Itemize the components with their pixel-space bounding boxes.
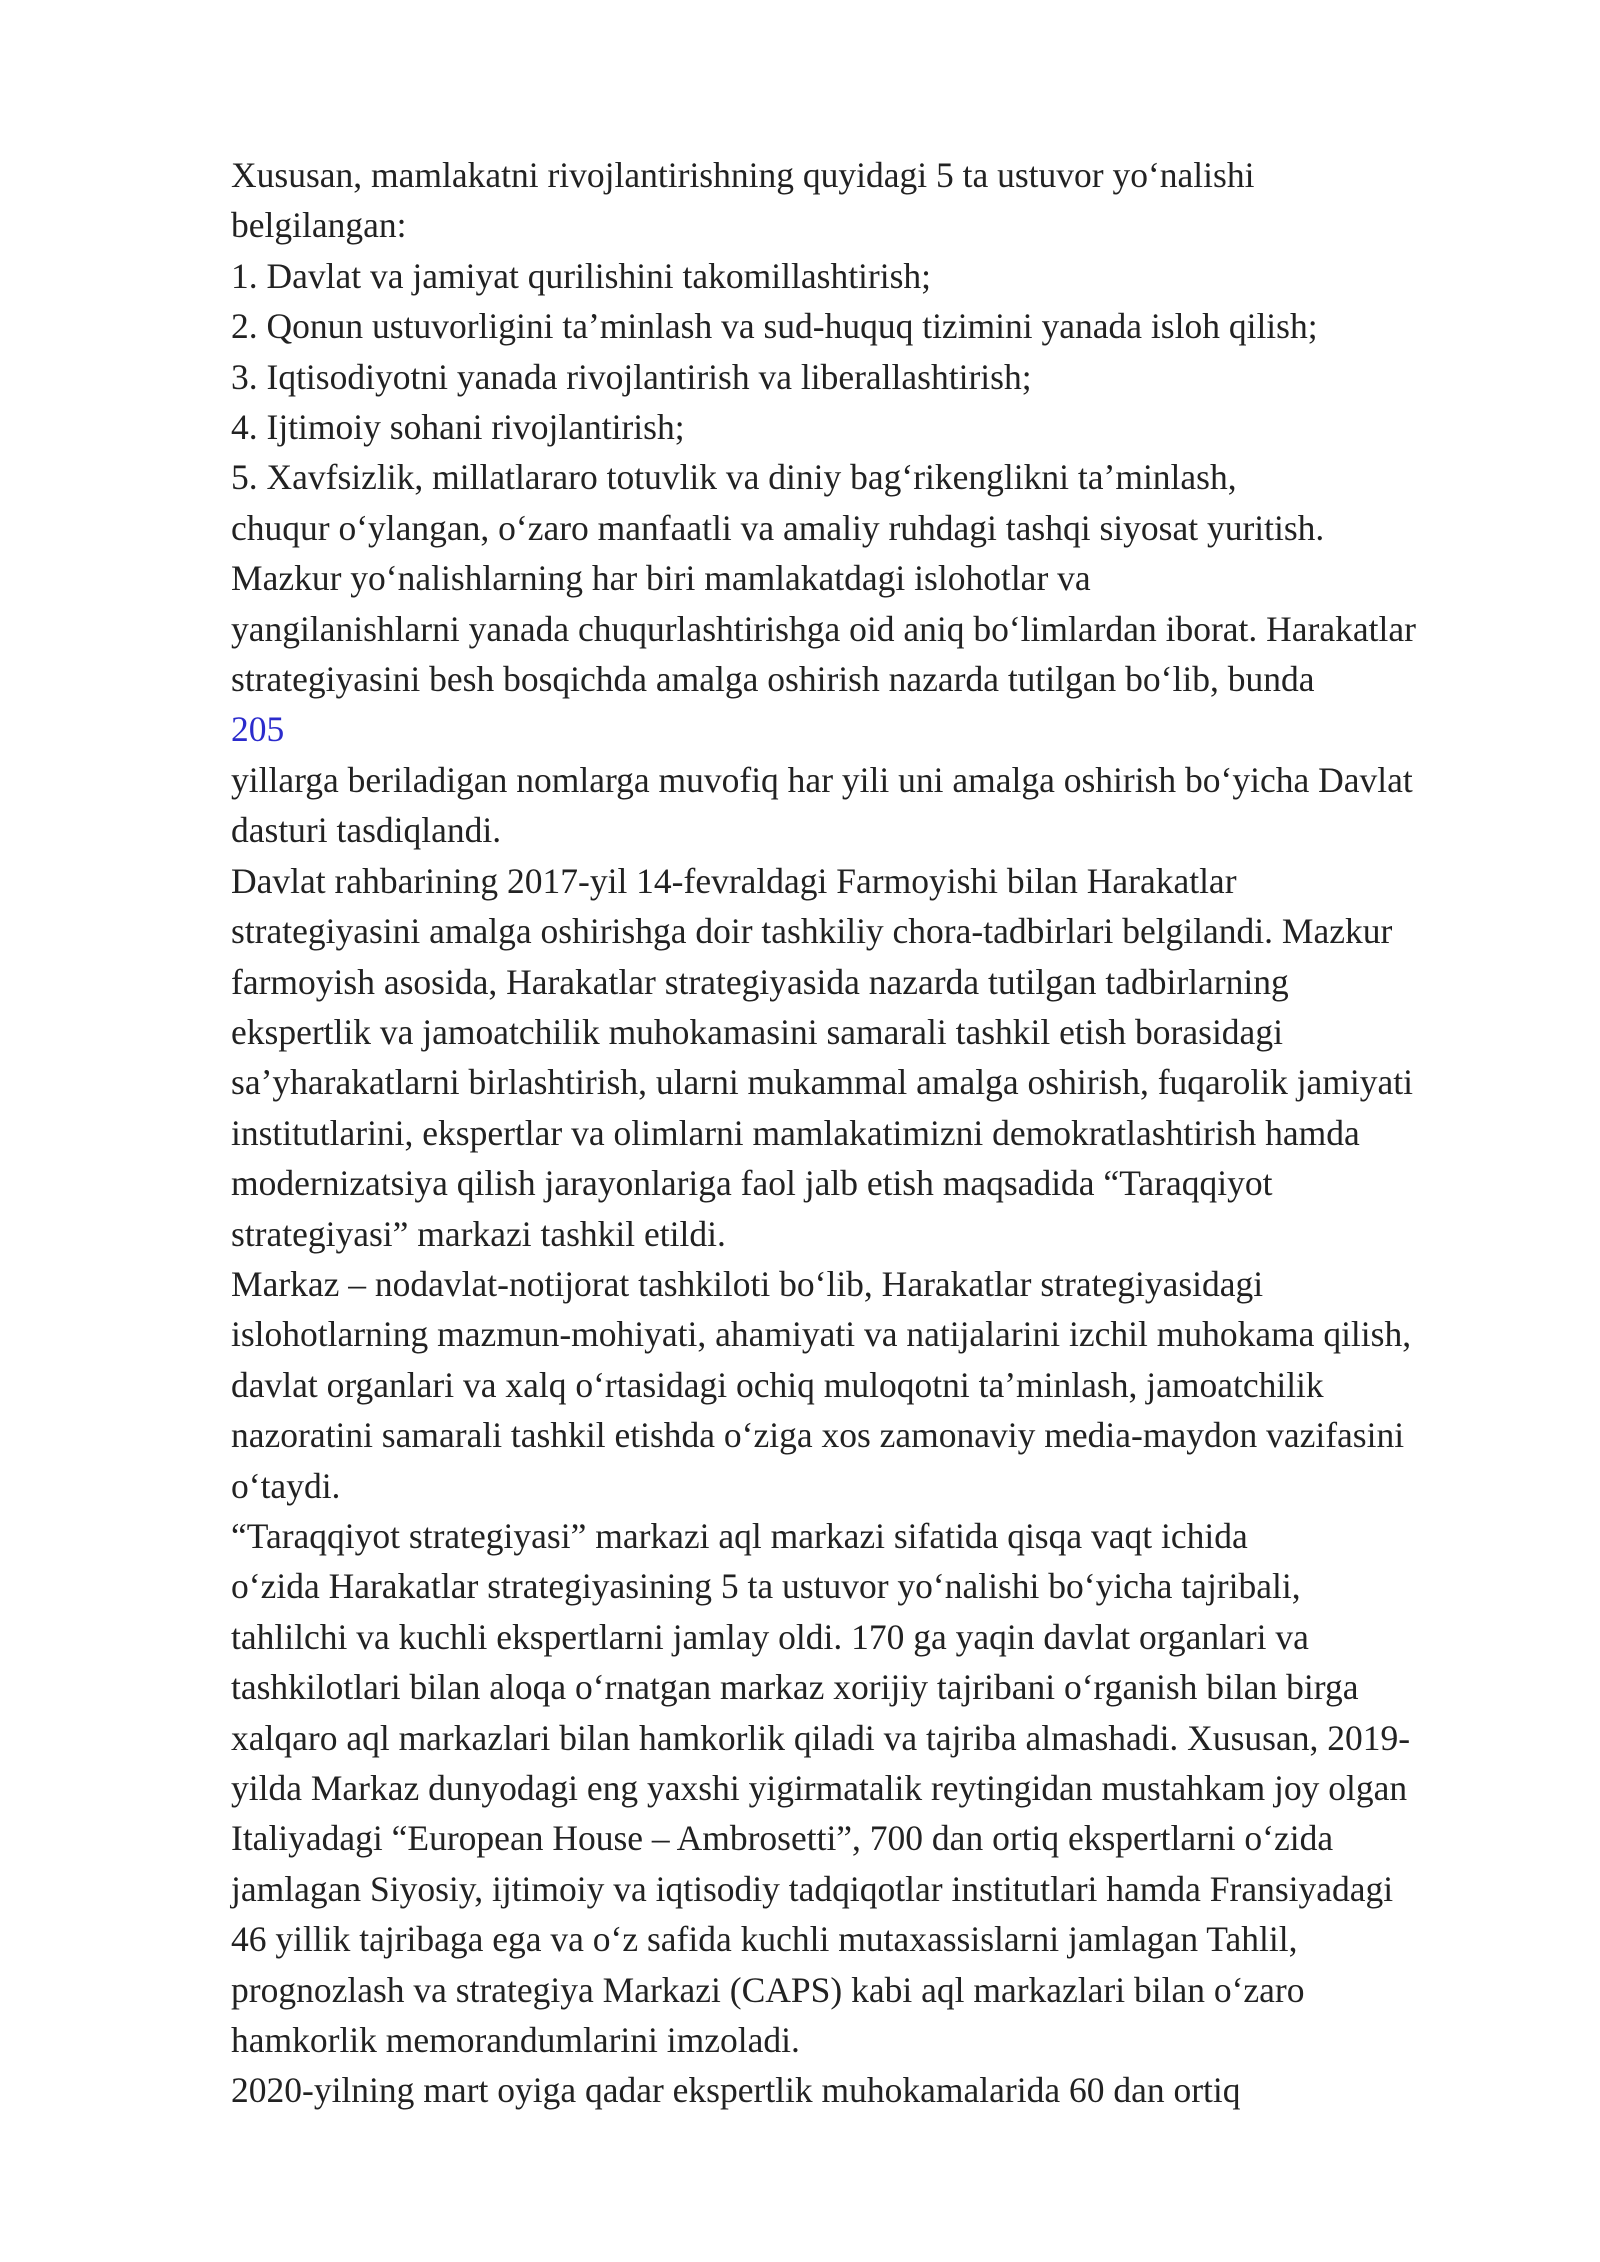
text-line: strategiyasi” markazi tashkil etildi. bbox=[231, 1213, 726, 1254]
text-line: islohotlarning mazmun-mohiyati, ahamiyati va natijalarini izchil muhokama qilish, bbox=[231, 1314, 1412, 1355]
text-line: ekspertlik va jamoatchilik muhokamasini samarali tashkil etish borasidagi bbox=[231, 1011, 1283, 1052]
text-line: farmoyish asosida, Harakatlar strategiyasida nazarda tutilgan tadbirlarning bbox=[231, 961, 1289, 1002]
text-line: yilda Markaz dunyodagi eng yaxshi yigirmatalik reytingidan mustahkam joy olgan bbox=[231, 1768, 1408, 1808]
text-line: belgilangan: bbox=[231, 205, 407, 246]
text-line: Markaz – nodavlat-notijorat tashkiloti boʻlib, Harakatlar strategiyasidagi bbox=[231, 1263, 1264, 1304]
text-line: 46 yillik tajribaga ega va oʻz safida kuchli mutaxassislarni jamlagan Tahlil, bbox=[231, 1919, 1298, 1960]
text-line: institutlarini, ekspertlar va olimlarni mamlakatimizni demokratlashtirish hamda bbox=[231, 1112, 1360, 1153]
text-line: prognozlash va strategiya Markazi (CAPS) kabi aql markazlari bilan oʻzaro bbox=[231, 1969, 1305, 2010]
text-line: nazoratini samarali tashkil etishda oʻziga xos zamonaviy media-maydon vazifasini bbox=[231, 1415, 1405, 1456]
text-line: strategiyasini besh bosqichda amalga oshirish nazarda tutilgan boʻlib, bunda bbox=[231, 659, 1315, 700]
text-line: tashkilotlari bilan aloqa oʻrnatgan markaz xorijiy tajribani oʻrganish bilan birga bbox=[231, 1667, 1359, 1708]
text-line: davlat organlari va xalq oʻrtasidagi ochiq muloqotni taʼminlash, jamoatchilik bbox=[231, 1364, 1324, 1405]
list-item: 4. Ijtimoiy sohani rivojlantirish; bbox=[231, 407, 685, 448]
text-line: 2020-yilning mart oyiga qadar ekspertlik muhokamalarida 60 dan ortiq bbox=[231, 2070, 1241, 2111]
text-line: saʼyharakatlarni birlashtirish, ularni mukammal amalga oshirish, fuqarolik jamiyati bbox=[231, 1062, 1414, 1103]
list-item: 2. Qonun ustuvorligini taʼminlash va sud-huquq tizimini yanada isloh qilish; bbox=[231, 306, 1318, 347]
text-line: xalqaro aql markazlari bilan hamkorlik qiladi va tajriba almashadi. Xususan, 2019- bbox=[231, 1717, 1411, 1758]
text-line: modernizatsiya qilish jarayonlariga faol jalb etish maqsadida “Taraqqiyot bbox=[231, 1163, 1273, 1204]
text-line: chuqur oʻylangan, oʻzaro manfaatli va amaliy ruhdagi tashqi siyosat yuritish. bbox=[231, 507, 1325, 548]
text-line: oʻzida Harakatlar strategiyasining 5 ta ustuvor yoʻnalishi boʻyicha tajribali, bbox=[231, 1566, 1301, 1607]
text-line: tahlilchi va kuchli ekspertlarni jamlay oldi. 170 ga yaqin davlat organlari va bbox=[231, 1616, 1309, 1657]
list-item: 1. Davlat va jamiyat qurilishini takomillashtirish; bbox=[231, 255, 932, 296]
text-line: “Taraqqiyot strategiyasi” markazi aql markazi sifatida qisqa vaqt ichida bbox=[231, 1515, 1248, 1556]
text-line: yangilanishlarni yanada chuqurlashtirishga oid aniq boʻlimlardan iborat. Harakatlar bbox=[231, 608, 1416, 649]
list-item: 3. Iqtisodiyotni yanada rivojlantirish va liberallashtirish; bbox=[231, 356, 1032, 397]
page-number: 205 bbox=[231, 709, 285, 750]
text-line: oʻtaydi. bbox=[231, 1465, 341, 1506]
text-line: Mazkur yoʻnalishlarning har biri mamlakatdagi islohotlar va bbox=[231, 558, 1091, 599]
text-line: yillarga beriladigan nomlarga muvofiq har yili uni amalga oshirish boʻyicha Davlat bbox=[231, 759, 1413, 800]
list-item: 5. Xavfsizlik, millatlararo totuvlik va diniy bagʻrikenglikni taʼminlash, bbox=[231, 457, 1237, 498]
text-line: Xususan, mamlakatni rivojlantirishning quyidagi 5 ta ustuvor yoʻnalishi bbox=[231, 155, 1255, 195]
text-line: jamlagan Siyosiy, ijtimoiy va iqtisodiy tadqiqotlar institutlari hamda Fransiyadagi bbox=[231, 1868, 1394, 1909]
text-line: Davlat rahbarining 2017-yil 14-fevraldagi Farmoyishi bilan Harakatlar bbox=[231, 860, 1237, 901]
document-body bbox=[231, 150, 1531, 2116]
text-line: dasturi tasdiqlandi. bbox=[231, 810, 502, 851]
text-line: Italiyadagi “European House – Ambrosetti”, 700 dan ortiq ekspertlarni oʻzida bbox=[231, 1818, 1334, 1859]
text-line: strategiyasini amalga oshirishga doir tashkiliy chora-tadbirlari belgilandi. Mazkur bbox=[231, 911, 1393, 952]
text-line: hamkorlik memorandumlarini imzoladi. bbox=[231, 2020, 800, 2061]
